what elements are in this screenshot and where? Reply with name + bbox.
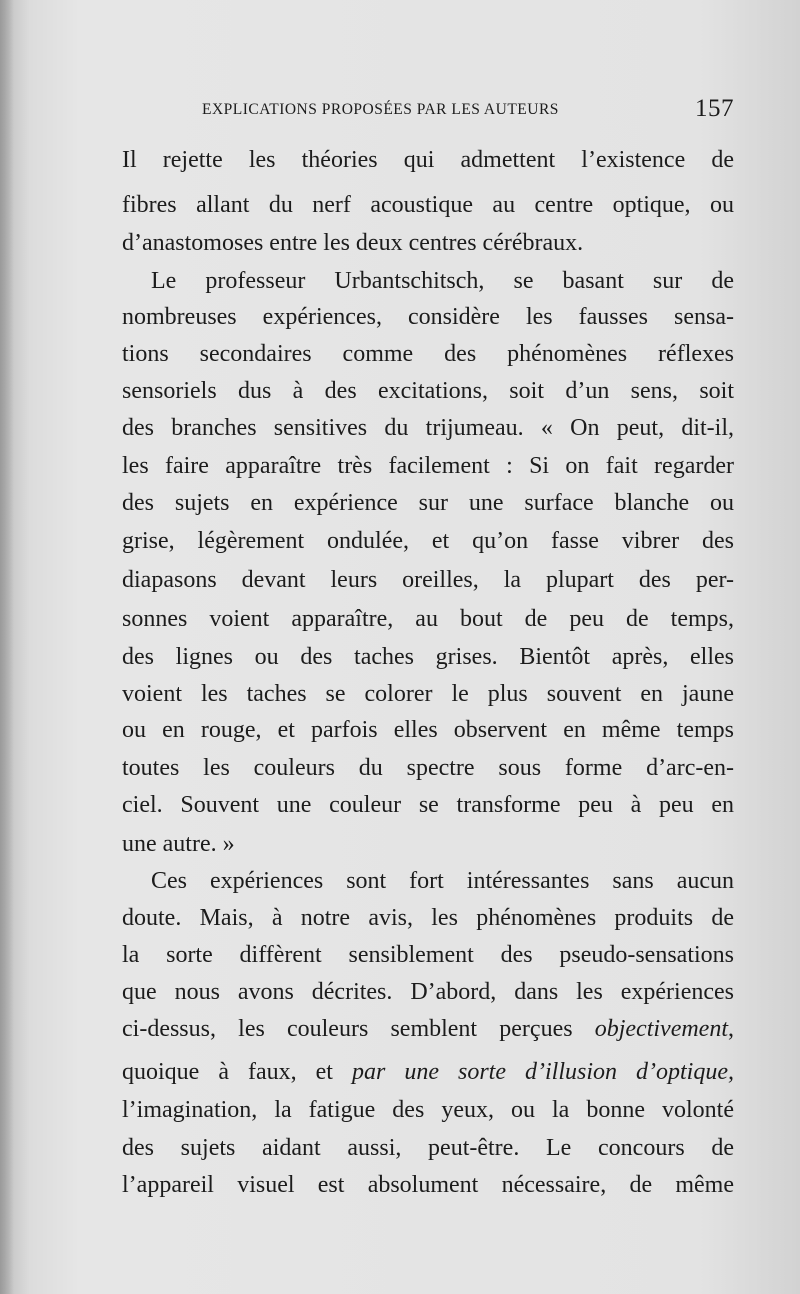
- text-line: voient les taches se colorer le plus souvent en jaune: [122, 681, 734, 707]
- text-line: ciel. Souvent une couleur se transforme peu à peu en: [122, 792, 734, 818]
- text-line: l’imagination, la fatigue des yeux, ou la bonne volonté: [122, 1097, 734, 1123]
- text-line: Ces expériences sont fort intéressantes sans aucun: [151, 868, 734, 894]
- text-line: doute. Mais, à notre avis, les phénomènes produits de: [122, 905, 734, 931]
- text-line: l’appareil visuel est absolument nécessaire, de même: [122, 1172, 734, 1198]
- text-line: que nous avons décrites. D’abord, dans les expériences: [122, 979, 734, 1005]
- text-line: des sujets en expérience sur une surface blanche ou: [122, 490, 734, 516]
- text-line: fibres allant du nerf acoustique au centre optique, ou: [122, 192, 734, 218]
- text-line: d’anastomoses entre les deux centres cérébraux.: [122, 230, 584, 256]
- text-line: la sorte diffèrent sensiblement des pseudo-sensations: [122, 942, 734, 968]
- text-line: les faire apparaître très facilement : Si on fait regarder: [122, 453, 734, 479]
- text-line: tions secondaires comme des phénomènes réflexes: [122, 341, 734, 367]
- text-line: une autre. »: [122, 831, 235, 857]
- italic-phrase: par une sorte d’illusion d’optique,: [351, 1059, 734, 1085]
- text-line: sensoriels dus à des excitations, soit d’un sens, soit: [122, 378, 734, 404]
- text-line: des lignes ou des taches grises. Bientôt après, elles: [122, 644, 734, 670]
- text-line: grise, légèrement ondulée, et qu’on fasse vibrer des: [122, 528, 734, 554]
- running-head: [202, 95, 742, 125]
- italic-phrase: objectivement: [594, 1016, 728, 1042]
- text-line: [122, 1014, 734, 1044]
- text-line: des sujets aidant aussi, peut-être. Le concours de: [122, 1135, 734, 1161]
- text-line: Il rejette les théories qui admettent l’existence de: [122, 147, 734, 173]
- text-line: Le professeur Urbantschitsch, se basant sur de: [151, 268, 734, 294]
- running-title: EXPLICATIONS PROPOSÉES PAR LES AUTEURS: [202, 101, 559, 118]
- text-line: [122, 1057, 734, 1087]
- text-segment: ,: [728, 1016, 734, 1042]
- text-segment: quoique à faux, et: [122, 1059, 352, 1085]
- text-line: sonnes voient apparaître, au bout de peu de temps,: [122, 606, 734, 632]
- text-segment: ci-dessus, les couleurs semblent perçues: [122, 1016, 595, 1042]
- text-line: toutes les couleurs du spectre sous forme d’arc-en-: [122, 755, 734, 781]
- text-line: ou en rouge, et parfois elles observent en même temps: [122, 717, 734, 743]
- text-line: des branches sensitives du trijumeau. « On peut, dit-il,: [122, 415, 734, 441]
- text-line: nombreuses expériences, considère les fausses sensa-: [122, 304, 734, 330]
- text-line: diapasons devant leurs oreilles, la plupart des per-: [122, 567, 734, 593]
- page-number: 157: [695, 95, 734, 122]
